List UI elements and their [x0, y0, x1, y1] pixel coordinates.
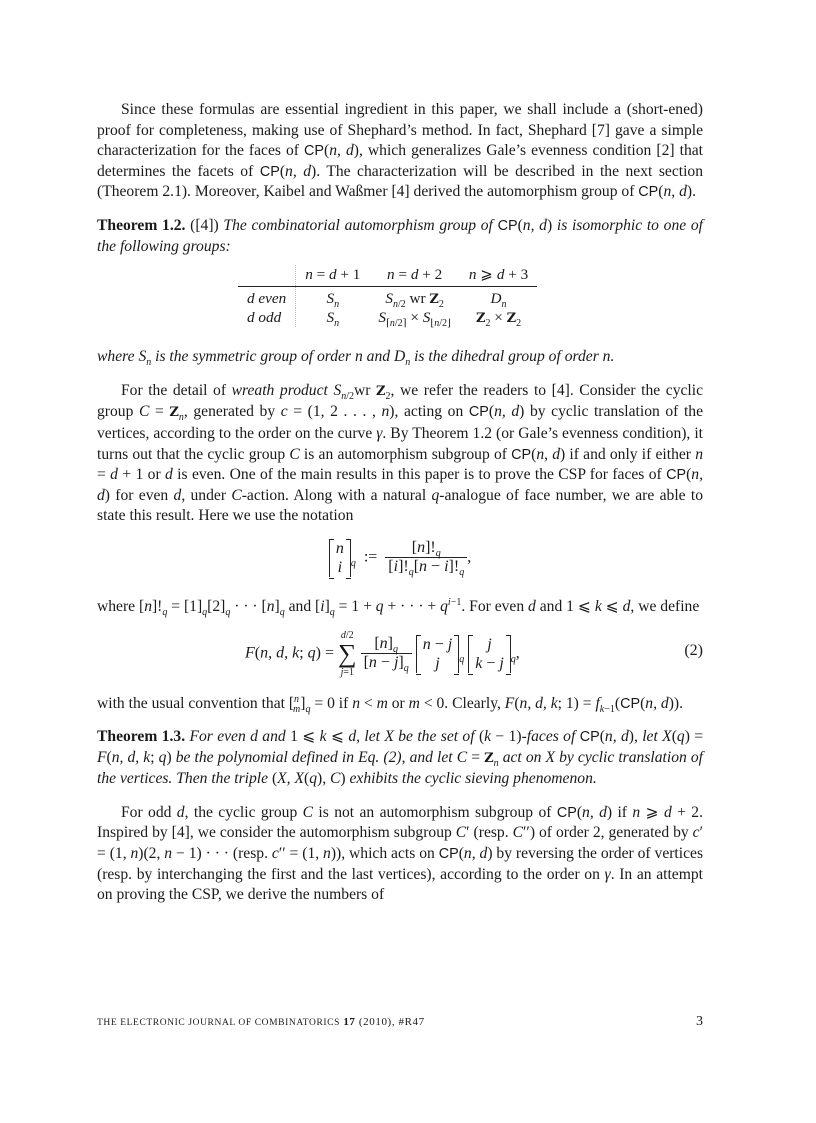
paragraph-odd-d: For odd d, the cyclic group C is not an automorphism subgroup of CP(n, d) if n ⩾ d + 2. Inspired by [4], we consider the automorphism subgroup C′ (resp. C′′) of order 2, generated by c′ = (1, n)(2, n − 1) · · · (resp. c′′ = (1, n)), which acts on CP(n, d) by reversing the order of vertices (resp. by interchanging the first and the last vertices), according to the order on γ. In an attempt on proving the CSP, we derive the numbers of	[97, 803, 704, 904]
table-header-row	[238, 265, 537, 287]
footer-journal: THE ELECTRONIC JOURNAL OF COMBINATORICS	[97, 1018, 340, 1028]
binomial-bracket-1: n − j j	[416, 635, 459, 673]
table-cell: $S_n$	[326, 289, 340, 310]
table-cell: $S_{⌈n/2⌉} \times S_{⌊n/2⌋}$	[378, 308, 451, 329]
q-binomial-bracket: n i	[329, 539, 351, 577]
theorem-1-2-text-b: is isomorphic to one of the following groups:	[97, 216, 703, 255]
table-header-cell: n = d + 1	[296, 265, 370, 287]
equation-2-fraction: $\frac{[n]_q}{[n - j]_q}$	[361, 635, 412, 672]
theorem-1-2-where: where $S_n$ is the symmetric group of order n and $D_n$ is the dihedral group of order n.	[97, 348, 615, 369]
footer-volume: 17	[343, 1016, 356, 1028]
table-row-label: d even	[238, 287, 296, 309]
paragraph-convention: with the usual convention that $[^n_m]_q = 0$ if n < m or m < 0. Clearly, F(n, d, k; $1) = f_{k-1}(CP(n$, d)).	[97, 693, 683, 715]
theorem-1-2-label: Theorem 1.2.	[97, 216, 186, 234]
paragraph-intro: Since these formulas are essential ingredient in this paper, we shall include a (short-ened) proof for completeness, making use of Shephard’s method. In fact, Shephard [7] gave a simple characterization for the faces of CP(n, d), which generalizes Gale’s evenness condition [2] that determines the facets of CP(n, d). The characterization will be described in the next section (Theorem 2.1). Moreover, Kaibel and Waßmer [4] derived the automorphism group of CP(n, d).	[97, 101, 704, 201]
q-binomial-definition: n i $_q$ := $\frac{[n]!_q}{[i]!_q[n - i]!_q}$ ,	[97, 533, 703, 597]
paragraph-q-factorial: where $[n]!_q = [1]_q[2]_q$ · · · $[n]_q$ and $[i]_q = 1 + q$ + · · · + $q^{i-1}$. For even d and 1 ⩽ k ⩽ d, we define	[97, 596, 700, 619]
theorem-1-2-ref: ([4])	[190, 216, 219, 234]
table-row-label: d odd	[238, 308, 296, 327]
paragraph-cyclic-group: For the detail of wreath product $S_{n/2}wr$ $Z_2$, we refer the readers to [4]. Consider the cyclic group $C = Z_n$, generated by c = (1, 2 . . . , n), acting on CP(n, d) by cyclic translation of the vertices, according to the order on the curve γ. By Theorem 1.2 (or Gale’s evenness condition), it turns out that the cyclic group C is an automorphism subgroup of CP(n, d) if and only if either n = d + 1 or d is even. One of the main results in this paper is to prove the CSP for faces of CP(n, d) for even d, under C-action. Along with a natural q-analogue of face number, we are able to state this result. Here we use the notation	[97, 381, 704, 525]
footer-year-article: (2010), #R47	[358, 1016, 425, 1028]
theorem-1-2-text-a: The combinatorial automorphism group of	[223, 216, 493, 234]
table-cell: $S_n$	[326, 308, 340, 329]
theorem-1-3-label: Theorem 1.3.	[97, 728, 186, 746]
equation-number: (2)	[684, 641, 703, 659]
page-number: 3	[696, 1014, 703, 1029]
table-row	[238, 308, 537, 327]
theorem-1-2: Theorem 1.2. ([4]) The combinatorial automorphism group of CP(n, d) is isomorphic to one of the following groups:	[97, 216, 703, 255]
equation-2: F(n, d, k; q) = d/2 ∑ j=1 $\frac{[n]_q}{[n - j]_q}$ n − j j $_q$ j k − j $_q$, (2)	[245, 629, 703, 678]
q-binomial-fraction: $\frac{[n]!_q}{[i]!_q[n - i]!_q}$	[385, 539, 467, 576]
table-cell: $Z_2 \times Z_2$	[475, 308, 522, 329]
automorphism-table	[238, 265, 537, 327]
theorem-1-3: Theorem 1.3. For even d and 1 ⩽ k ⩽ d, let X be the set of (k − 1)-faces of CP(n, d), let X(q) = F(n, d, k; q) be the polynomial defined in Eq. (2), and let $C = Z_n$ act on X by cyclic translation of the vertices. Then the triple (X, X(q), C) exhibits the cyclic sieving phenomenon.	[97, 728, 704, 788]
table-header-cell: n ⩾ d + 3	[460, 265, 537, 287]
table-cell: $S_{n/2}$ wr $Z_2$	[385, 289, 444, 310]
page-body	[97, 100, 703, 906]
summation-sign: d/2 ∑ j=1	[338, 629, 357, 678]
table-corner	[238, 265, 296, 287]
binomial-bracket-2: j k − j	[468, 635, 511, 673]
page-footer	[97, 1016, 703, 1028]
table-header-cell: n = d + 2	[369, 265, 460, 287]
automorphism-table-wrap	[97, 265, 703, 337]
table-row	[238, 287, 537, 309]
table-cell: $D_n$	[490, 289, 507, 310]
